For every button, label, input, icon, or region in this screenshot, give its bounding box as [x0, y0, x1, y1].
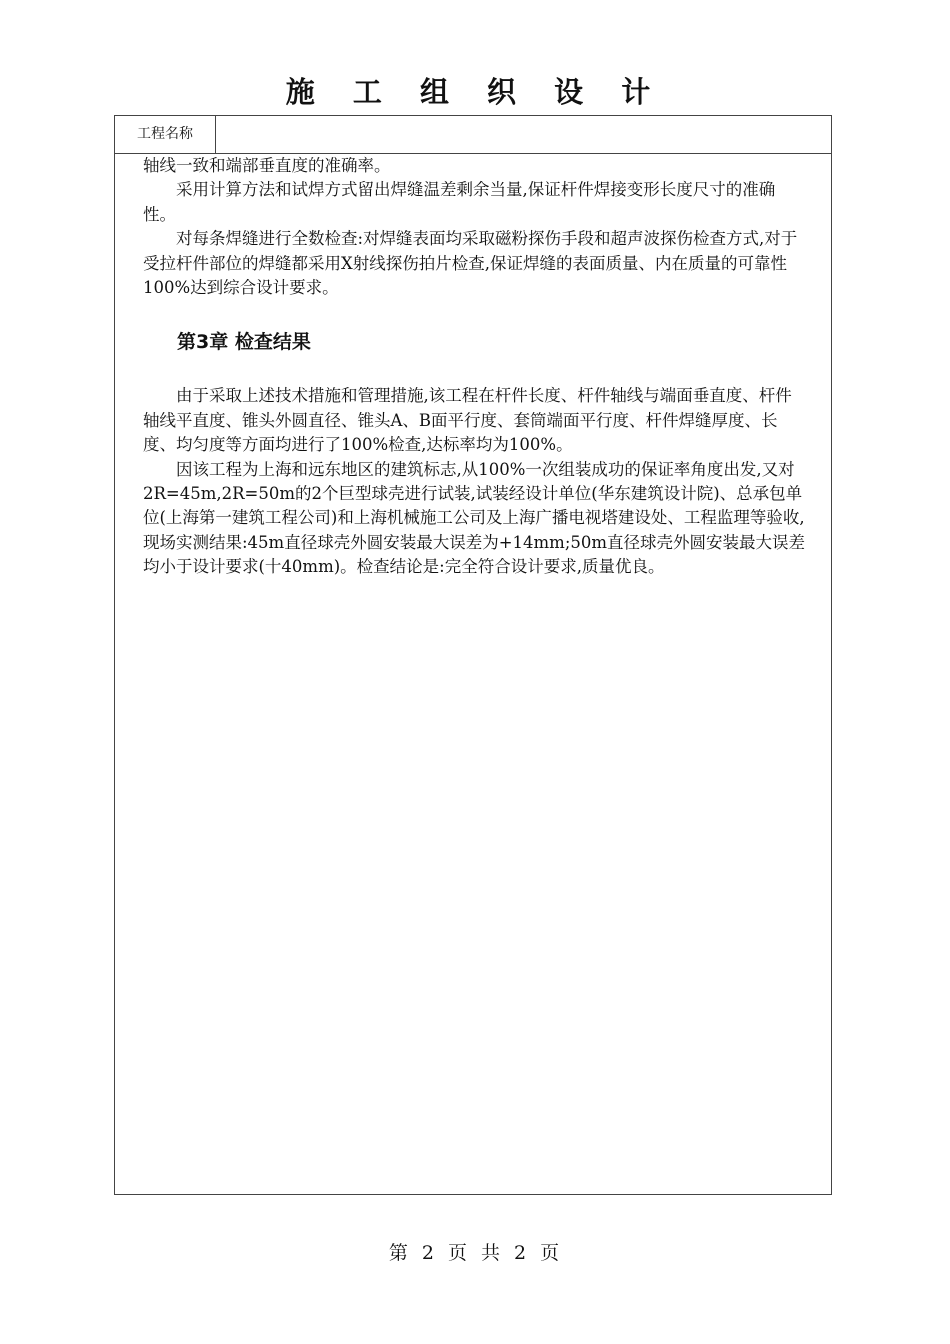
paragraph-weld-allowance: 采用计算方法和试焊方式留出焊缝温差剩余当量,保证杆件焊接变形长度尺寸的准确性。: [143, 180, 776, 224]
paragraph-trial-assembly: 因该工程为上海和远东地区的建筑标志,从100%一次组装成功的保证率角度出发,又对2R=45m,2R=50m的2个巨型球壳进行试装,试装经设计单位(华东建筑设计院)、总承包单位(上海第一建筑工程公司)和上海机械施工公司及上海广播电视塔建设处、工程监理等验收,现场实测结果:45m直径球壳外圆安装最大误差为+14mm;50m直径球壳外圆安装最大误差均小于设计要求(十40mm)。检查结论是:完全符合设计要求,质量优良。: [143, 459, 806, 577]
paragraph-weld-inspection: 对每条焊缝进行全数检查:对焊缝表面均采取磁粉探伤手段和超声波探伤检查方式,对于受拉杆件部位的焊缝都采用X射线探伤拍片检查,保证焊缝的表面质量、内在质量的可靠性100%达到综合设计要求。: [143, 229, 798, 298]
paragraph-continuation: 轴线一致和端部垂直度的准确率。: [143, 156, 391, 175]
paragraph-inspection-results: 由于采取上述技术措施和管理措施,该工程在杆件长度、杆件轴线与端面垂直度、杆件轴线平直度、锥头外圆直径、锥头A、B面平行度、套筒端面平行度、杆件焊缝厚度、长度、均匀度等方面均进行了100%检查,达标率均为100%。: [143, 386, 792, 455]
project-name-label: 工程名称: [115, 116, 216, 153]
page-number: 第 2 页 共 2 页: [388, 1242, 562, 1264]
chapter-heading: 第3章 检查结果: [177, 331, 311, 354]
document-title: 施 工 组 织 设 计: [285, 75, 665, 109]
project-name-row: [115, 116, 831, 154]
document-body: [143, 154, 805, 580]
project-name-field[interactable]: [216, 116, 831, 153]
form-frame: [114, 115, 832, 1195]
